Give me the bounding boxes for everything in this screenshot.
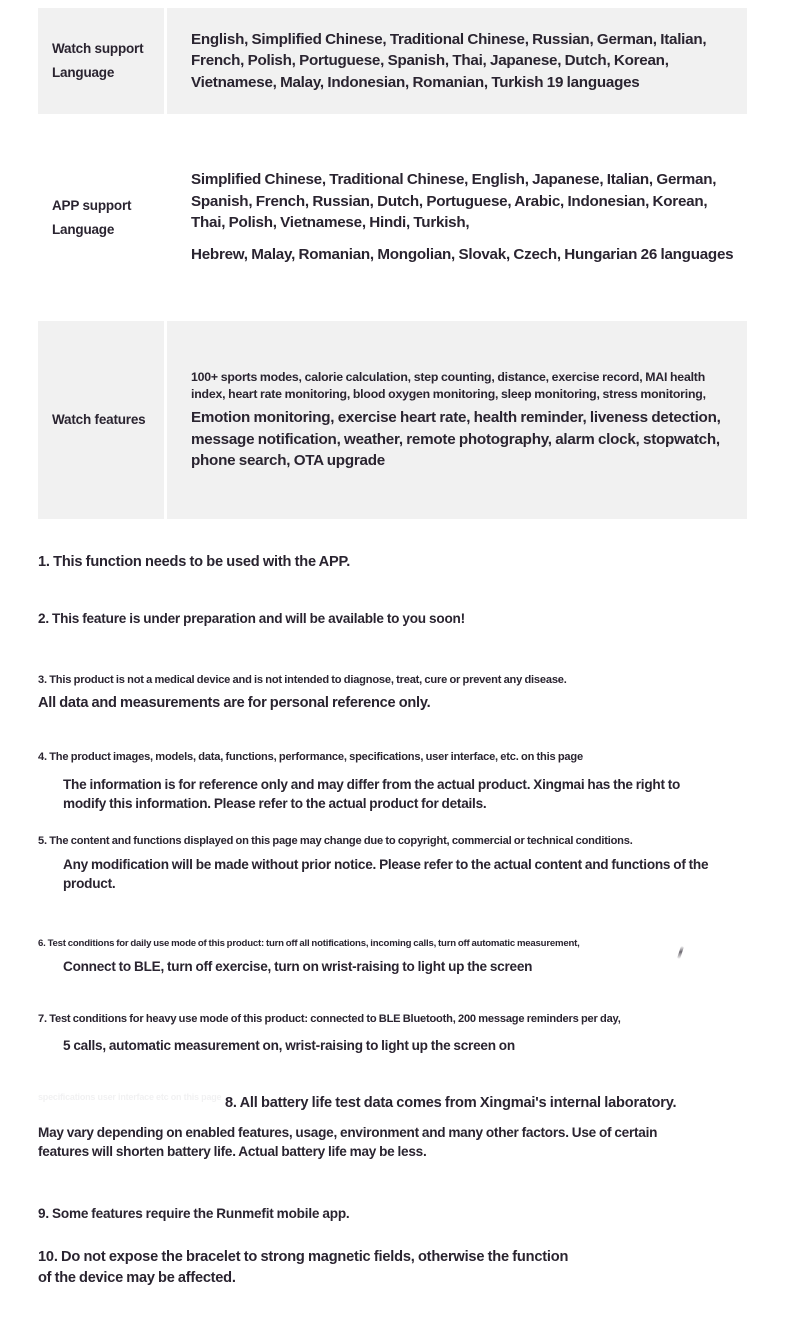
footnote-subtext: of the device may be affected. xyxy=(38,1269,236,1286)
value-block: Simplified Chinese, Traditional Chinese, English, Japanese, Italian, German, Spanish, French, Russian, Dutch, Portuguese, Arabic, Indonesian, Korean, Thai, Polish, Vietnamese, Hindi, Turkish, xyxy=(191,171,717,231)
row-label-watch-support-language xyxy=(38,8,164,114)
footnote-text: 2. This feature is under preparation and will be available to you soon! xyxy=(38,611,465,626)
footnote-1 xyxy=(38,552,350,573)
label-line: Language xyxy=(52,65,115,80)
value-block: 100+ sports modes, calorie calculation, step counting, distance, exercise record, MAI health index, heart rate monitoring, blood oxygen monitoring, sleep monitoring, stress monitoring, xyxy=(191,369,706,402)
label-line: Language xyxy=(52,221,115,237)
label-line: Watch features xyxy=(52,412,146,428)
row-label-app-support-language xyxy=(38,116,164,319)
table-row xyxy=(38,116,747,319)
footnote-text: 9. Some features require the Runmefit mobile app. xyxy=(38,1206,350,1221)
table-row xyxy=(38,321,747,519)
footnote-text: 6. Test conditions for daily use mode of this product: turn off all notifications, incoming calls, turn off automatic measurement, xyxy=(38,938,580,949)
footnote-text: 8. All battery life test data comes from Xingmai's internal laboratory. xyxy=(225,1095,677,1111)
label-line: APP support xyxy=(52,197,132,213)
footnote-5 xyxy=(38,834,763,893)
ghost-text-artifact: specifications user interface etc on this page xyxy=(38,1092,222,1102)
scan-smudge-artifact xyxy=(677,946,684,959)
footnote-text: 3. This product is not a medical device and is not intended to diagnose, treat, cure or prevent any disease. xyxy=(38,674,567,686)
row-value-watch-features xyxy=(167,321,747,519)
footnote-text: 10. Do not expose the bracelet to strong magnetic fields, otherwise the function xyxy=(38,1249,569,1265)
footnote-subtext: May vary depending on enabled features, usage, environment and many other factors. Use of certain features will shorten battery life. Actual battery life may be less. xyxy=(38,1124,658,1160)
specifications-table xyxy=(38,8,747,521)
row-value-app-support-language xyxy=(167,116,747,319)
footnote-10 xyxy=(38,1247,698,1288)
label-line: Watch support xyxy=(52,41,144,57)
footnote-subtext: Any modification will be made without prior notice. Please refer to the actual content and functions of the product. xyxy=(63,856,709,892)
footnote-subtext: The information is for reference only and may differ from the actual product. Xingmai has the right to modify this information. Please refer to the actual product for details. xyxy=(63,776,681,812)
footnote-6 xyxy=(38,937,583,976)
footnote-3 xyxy=(38,673,567,713)
row-label-watch-features xyxy=(38,321,164,519)
footnote-subtext: Connect to BLE, turn off exercise, turn on wrist-raising to light up the screen xyxy=(63,958,533,974)
value-block: Emotion monitoring, exercise heart rate, health reminder, liveness detection, message notification, weather, remote photography, alarm clock, stopwatch, phone search, OTA upgrade xyxy=(191,409,721,469)
footnote-text: 1. This function needs to be used with the APP. xyxy=(38,554,351,570)
footnote-2 xyxy=(38,609,465,628)
footnote-7 xyxy=(38,1012,723,1055)
value-block: Hebrew, Malay, Romanian, Mongolian, Slovak, Czech, Hungarian 26 languages xyxy=(191,246,734,264)
row-value-watch-support-language xyxy=(167,8,747,114)
footnote-text: 4. The product images, models, data, functions, performance, specifications, user interface, etc. on this page xyxy=(38,751,583,763)
footnote-4 xyxy=(38,750,723,813)
footnote-text: 5. The content and functions displayed on this page may change due to copyright, commercial or technical conditions. xyxy=(38,835,633,847)
footnote-subtext: 5 calls, automatic measurement on, wrist-raising to light up the screen on xyxy=(63,1037,515,1053)
table-row xyxy=(38,8,747,114)
footnote-text: 7. Test conditions for heavy use mode of this product: connected to BLE Bluetooth, 200 message reminders per day, xyxy=(38,1013,621,1025)
spacer xyxy=(191,233,737,244)
footnote-9 xyxy=(38,1204,350,1223)
value-block: English, Simplified Chinese, Traditional Chinese, Russian, German, Italian, French, Polish, Portuguese, Spanish, Thai, Japanese, Dutch, Korean, Vietnamese, Malay, Indonesian, Romanian, Turkish 19 languages xyxy=(191,31,707,91)
footnote-subtext: All data and measurements are for personal reference only. xyxy=(38,694,431,711)
